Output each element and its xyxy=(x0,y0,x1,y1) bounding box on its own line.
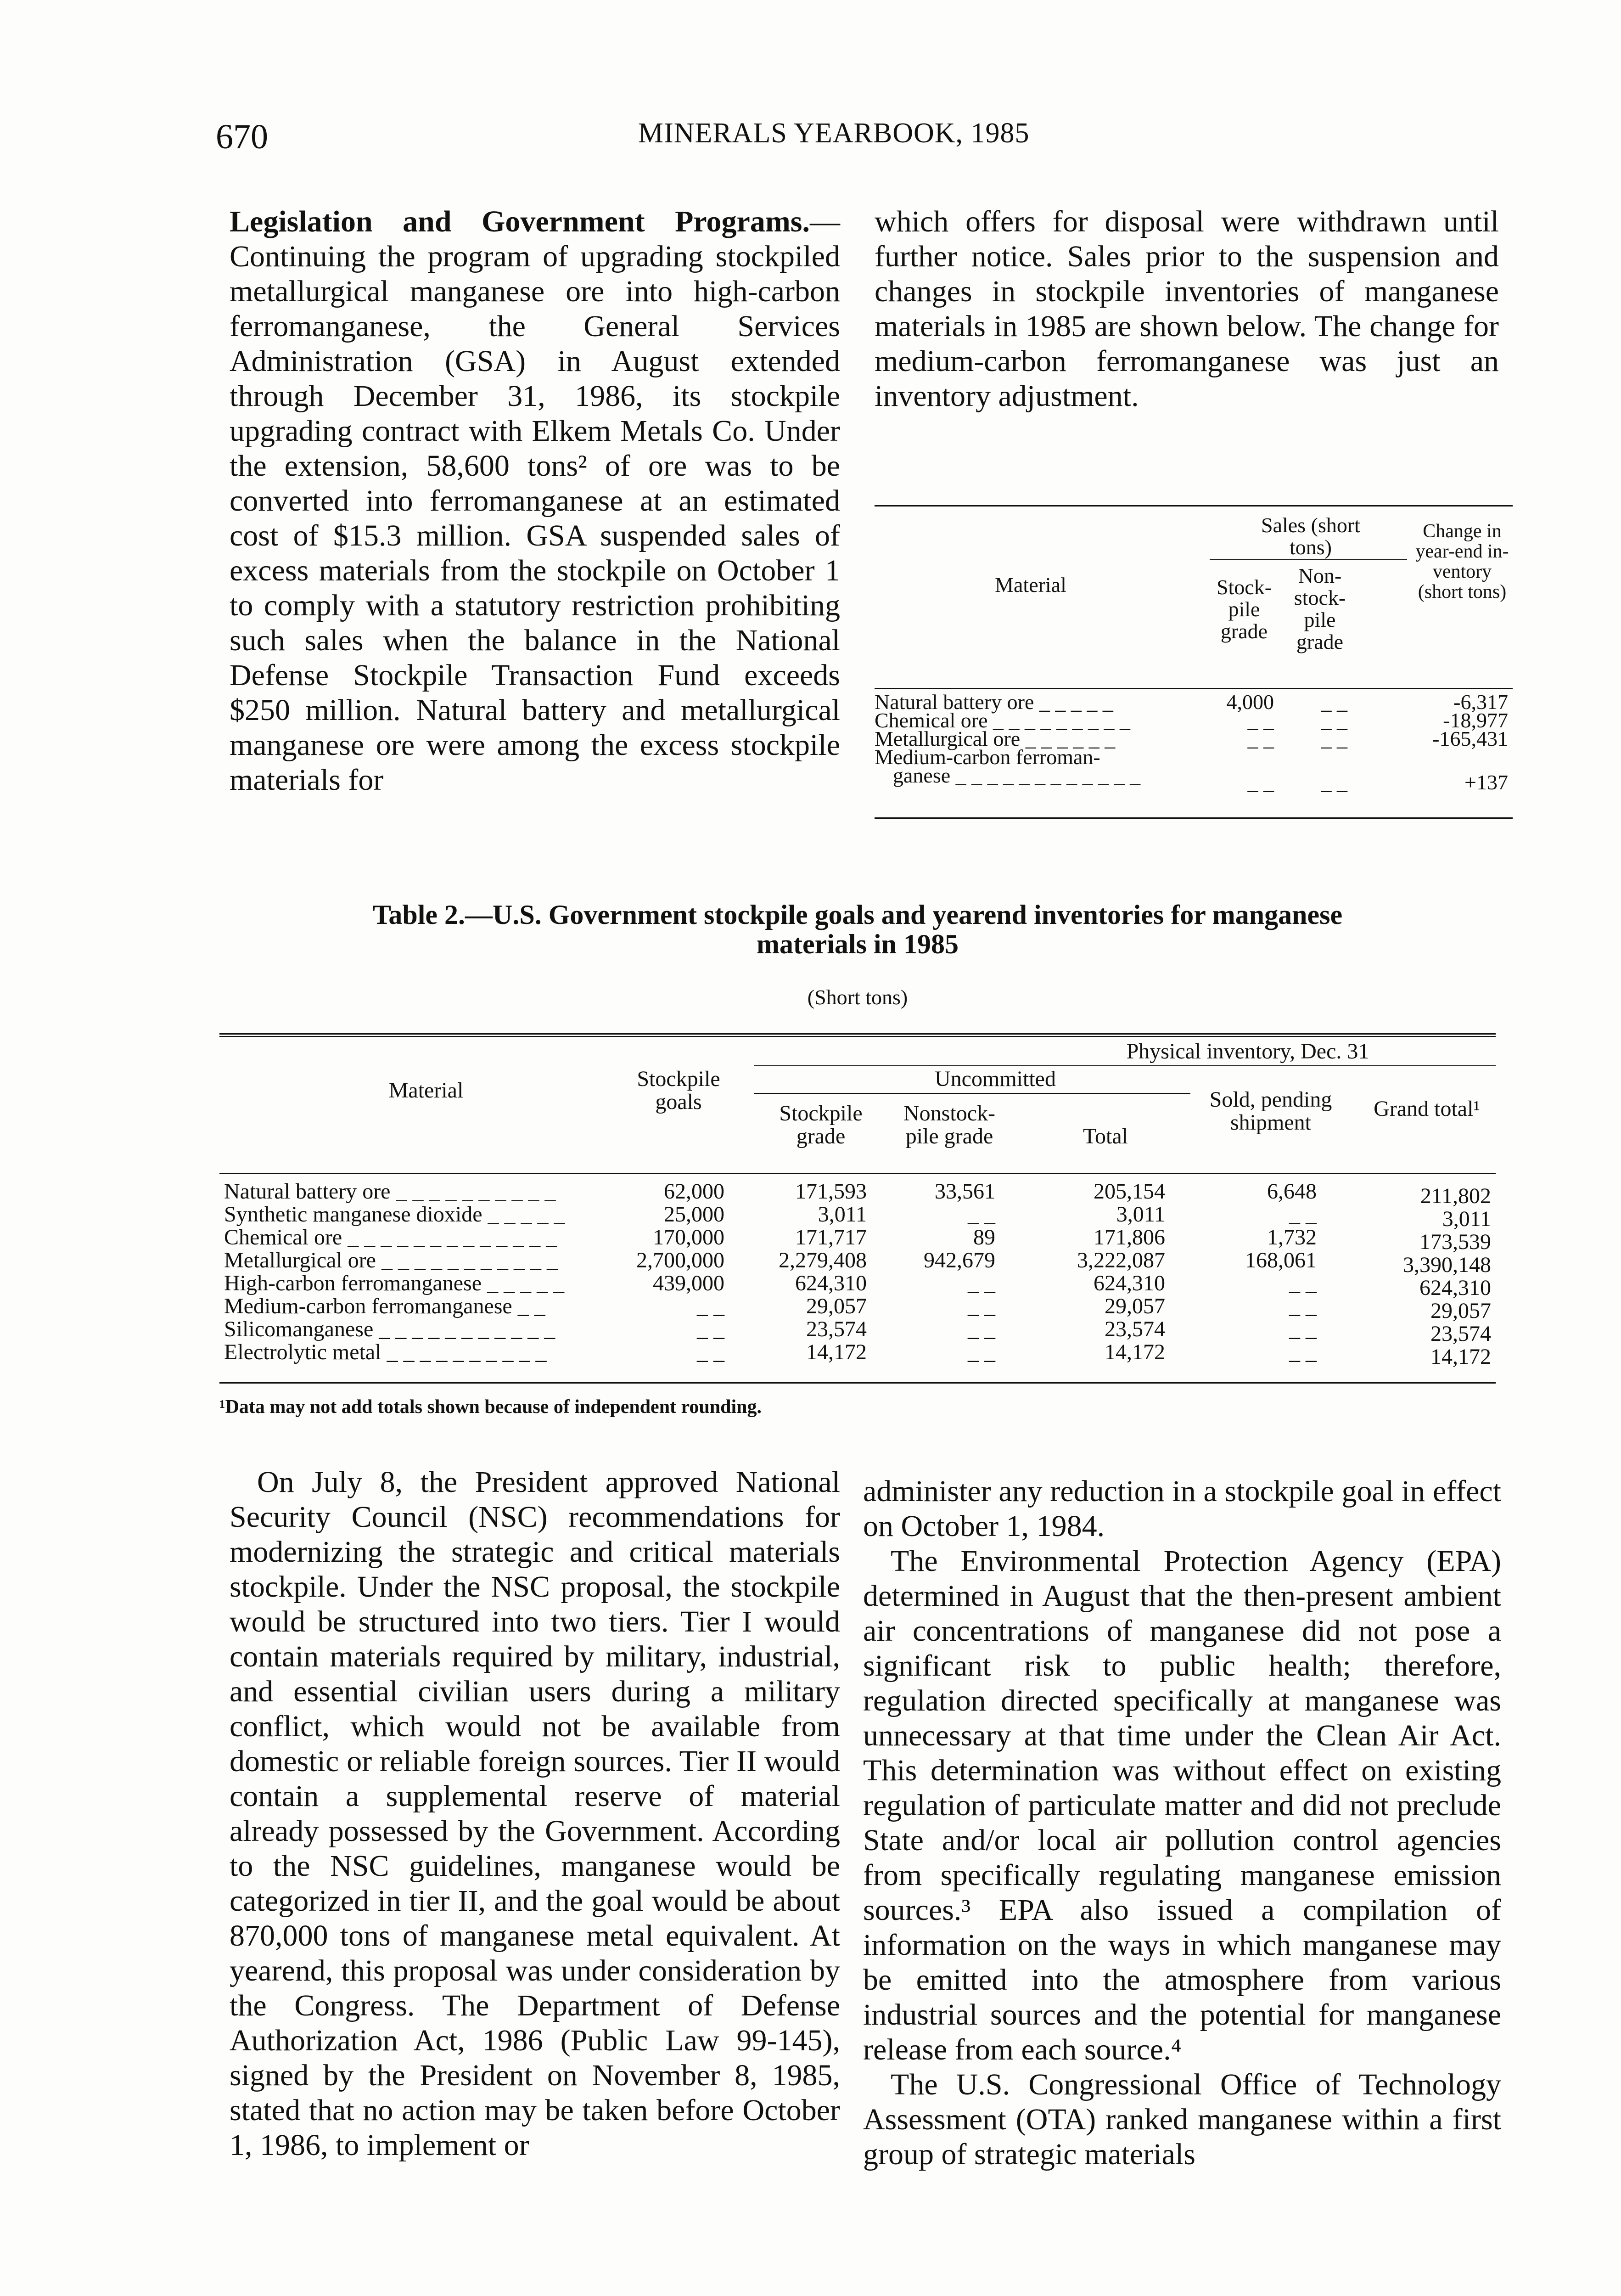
t2-row-goals: _ _ xyxy=(697,1294,724,1318)
table2-material-header: Material xyxy=(388,1078,464,1103)
t2-row-goals: 2,700,000 xyxy=(636,1248,724,1272)
sales-row-1-stockpile: 4,000 xyxy=(1226,690,1274,714)
change-header: Change in year-end in-ventory (short tons) xyxy=(1415,521,1509,602)
page-header xyxy=(216,117,1501,158)
t2-row-grand: 211,802 xyxy=(1420,1184,1491,1208)
t2-row-total: 29,057 xyxy=(1105,1294,1165,1318)
t2-row-total: 3,222,087 xyxy=(1077,1248,1165,1272)
t2-row-stockpile: 23,574 xyxy=(806,1317,867,1341)
sold-header: Sold, pending shipment xyxy=(1209,1087,1332,1135)
t2-row-sold: _ _ xyxy=(1289,1294,1317,1318)
col2-top-body: which offers for disposal were withdrawn until further notice. Sales prior to the suspension and changes in stockpile inventories of manganese materials in 1985 are shown below. The change for medium-carbon ferromanganese was just an inventory adjustment. xyxy=(875,205,1499,413)
goals-header: Stockpile goals xyxy=(637,1067,720,1114)
sales-row-1-nonstockpile: _ _ xyxy=(1321,690,1347,714)
t2-row-goals: _ _ xyxy=(697,1340,724,1364)
t2-row-nonstockpile: _ _ xyxy=(968,1271,995,1295)
t2-row-goals: 25,000 xyxy=(664,1202,724,1227)
t2-row-material: Chemical ore _ _ _ _ _ _ _ _ _ _ _ _ _ xyxy=(224,1225,557,1249)
nonstockpile-grade-header: Non-stock-pile grade xyxy=(1294,564,1346,653)
col2-bottom-para2: The Environmental Protection Agency (EPA) determined in August that the then-present ambient air concentrations of manganese did not pose a significant risk to public health; therefore, regulation directed specifically at manganese was unnecessary at that time under the Clean Air Act. This determination was without effect on existing regulation of particulate matter and did not preclude State and/or local air pollution control agencies from specifically regulating manganese emission sources.³ EPA also issued a compilation of information on the ways in which manganese may be emitted into the atmosphere from various industrial sources and the potential for manganese release from each source.⁴ xyxy=(863,1544,1501,2066)
t2-row-nonstockpile: _ _ xyxy=(968,1202,995,1227)
t2-row-sold: 6,648 xyxy=(1267,1179,1317,1204)
t2-row-nonstockpile: 89 xyxy=(973,1225,995,1249)
t2-row-goals: 170,000 xyxy=(653,1225,724,1249)
sales-row-2-change: -18,977 xyxy=(1443,709,1508,732)
col2-bottom-text xyxy=(863,1474,1501,2172)
t2-nonstockpile-grade-header: Nonstock-pile grade xyxy=(903,1101,995,1148)
col1-bottom-body: On July 8, the President approved National Security Council (NSC) recommendations for modernizing the strategic and critical materials stockpile. Under the NSC proposal, the stockpile would be structured into two tiers. Tier I would contain materials required by military, industrial, and essential civilian users during a military conflict, which would not be available from domestic or reliable foreign sources. Tier II would contain a supplemental reserve of material already possessed by the Government. According to the NSC guidelines, manganese would be categorized in tier II, and the goal would be about 870,000 tons of manganese metal equivalent. At yearend, this proposal was under consideration by the Congress. The Department of Defense Authorization Act, 1986 (Public Law 99-145), signed by the President on November 8, 1985, stated that no action may be taken before October 1, 1986, to implement or xyxy=(230,1465,840,2162)
table2-footnote: ¹Data may not add totals shown because of independent rounding. xyxy=(219,1396,762,1418)
col2-bottom-para3: The U.S. Congressional Office of Technology Assessment (OTA) ranked manganese within a first group of strategic materials xyxy=(863,2068,1501,2171)
t2-row-material: Natural battery ore _ _ _ _ _ _ _ _ _ _ xyxy=(224,1179,556,1204)
sales-row-1-material: Natural battery ore _ _ _ _ _ xyxy=(875,690,1113,714)
t2-row-grand: 624,310 xyxy=(1419,1276,1491,1300)
t2-total-header: Total xyxy=(1083,1124,1128,1148)
col1-top-body: —Continuing the program of upgrading stockpiled metallurgical manganese ore into high-carbon ferromanganese, the General Services Administration (GSA) in August extended through December 31, 1986, its stockpile upgrading contract with Elkem Metals Co. Under the extension, 58,600 tons² of ore was to be converted into ferromanganese at an estimated cost of $15.3 million. GSA suspended sales of excess materials from the stockpile on October 1 to comply with a statutory restriction prohibiting such sales when the balance in the National Defense Stockpile Transaction Fund exceeds $250 million. Natural battery and metallurgical manganese ore were among the excess stockpile materials for xyxy=(230,205,840,797)
t2-row-sold: _ _ xyxy=(1289,1271,1317,1295)
sales-row-2-stockpile: _ _ xyxy=(1247,709,1274,732)
table2-title-line2: materials in 1985 xyxy=(757,929,959,959)
t2-row-total: 205,154 xyxy=(1094,1179,1165,1204)
col1-bottom-text xyxy=(230,1465,840,2163)
t2-row-total: 624,310 xyxy=(1094,1271,1165,1295)
stockpile-grade-header: Stock-pile grade xyxy=(1216,575,1272,643)
t2-row-grand: 173,539 xyxy=(1419,1230,1491,1254)
page-number: 670 xyxy=(216,118,268,156)
uncommitted-header: Uncommitted xyxy=(935,1067,1056,1091)
t2-row-total: 23,574 xyxy=(1105,1317,1165,1341)
t2-row-grand: 14,172 xyxy=(1430,1345,1491,1369)
t2-row-stockpile: 3,011 xyxy=(818,1202,867,1227)
table2-title-line1: Table 2.—U.S. Government stockpile goals and yearend inventories for manganese xyxy=(372,900,1343,930)
sales-row-3-change: -165,431 xyxy=(1432,727,1508,750)
sales-row-5-nonstockpile: _ _ xyxy=(1321,771,1347,794)
t2-row-grand: 29,057 xyxy=(1430,1299,1491,1323)
t2-row-material: Synthetic manganese dioxide _ _ _ _ _ xyxy=(224,1202,565,1227)
t2-row-nonstockpile: 942,679 xyxy=(924,1248,995,1272)
t2-row-nonstockpile: 33,561 xyxy=(935,1179,995,1204)
sales-row-2-nonstockpile: _ _ xyxy=(1321,709,1347,732)
t2-row-total: 3,011 xyxy=(1116,1202,1165,1227)
t2-row-material: Silicomanganese _ _ _ _ _ _ _ _ _ _ _ xyxy=(224,1317,555,1341)
t2-row-grand: 3,011 xyxy=(1442,1207,1491,1231)
t2-row-sold: _ _ xyxy=(1289,1317,1317,1341)
t2-row-stockpile: 171,593 xyxy=(795,1179,867,1204)
t2-row-goals: 439,000 xyxy=(653,1271,724,1295)
t2-row-stockpile: 2,279,408 xyxy=(779,1248,867,1272)
t2-stockpile-grade-header: Stockpile grade xyxy=(779,1101,863,1148)
t2-row-material: Metallurgical ore _ _ _ _ _ _ _ _ _ _ _ xyxy=(224,1248,558,1272)
sales-row-3-stockpile: _ _ xyxy=(1247,727,1274,750)
t2-row-nonstockpile: _ _ xyxy=(968,1294,995,1318)
sales-row-3-material: Metallurgical ore _ _ _ _ _ _ xyxy=(875,727,1116,750)
sales-row-1-change: -6,317 xyxy=(1453,690,1508,714)
t2-row-total: 171,806 xyxy=(1094,1225,1165,1249)
sales-row-3-nonstockpile: _ _ xyxy=(1321,727,1347,750)
sales-row-2-material: Chemical ore _ _ _ _ _ _ _ _ _ xyxy=(875,709,1131,732)
running-head: MINERALS YEARBOOK, 1985 xyxy=(638,118,1030,149)
sales-row-4-material: Medium-carbon ferroman- xyxy=(875,745,1100,769)
grand-total-header: Grand total¹ xyxy=(1374,1097,1480,1121)
sales-row-5-change: +137 xyxy=(1464,771,1508,794)
t2-row-sold: _ _ xyxy=(1289,1340,1317,1364)
t2-row-stockpile: 171,717 xyxy=(795,1225,867,1249)
sales-header: Sales (short tons) xyxy=(1261,513,1360,559)
t2-row-goals: _ _ xyxy=(697,1317,724,1341)
physical-inventory-header: Physical inventory, Dec. 31 xyxy=(1126,1039,1369,1064)
sales-row-5-material: ganese _ _ _ _ _ _ _ _ _ _ _ _ xyxy=(893,764,1141,787)
t2-row-sold: 168,061 xyxy=(1245,1248,1317,1272)
table2-subtitle: (Short tons) xyxy=(807,985,908,1009)
t2-row-nonstockpile: _ _ xyxy=(968,1340,995,1364)
t2-row-grand: 3,390,148 xyxy=(1403,1253,1491,1277)
t2-row-stockpile: 624,310 xyxy=(795,1271,867,1295)
material-header: Material xyxy=(995,573,1066,597)
t2-row-nonstockpile: _ _ xyxy=(968,1317,995,1341)
col1-top-text xyxy=(230,204,840,798)
t2-row-grand: 23,574 xyxy=(1430,1322,1491,1346)
t2-row-stockpile: 29,057 xyxy=(806,1294,867,1318)
section-heading: Legislation and Government Programs. xyxy=(230,205,810,238)
col2-bottom-para1: administer any reduction in a stockpile goal in effect on October 1, 1984. xyxy=(863,1474,1501,1543)
t2-row-sold: 1,732 xyxy=(1267,1225,1317,1249)
t2-row-material: Medium-carbon ferromanganese _ _ xyxy=(224,1294,545,1318)
t2-row-goals: 62,000 xyxy=(664,1179,724,1204)
t2-row-total: 14,172 xyxy=(1105,1340,1165,1364)
col2-top-text xyxy=(875,204,1499,414)
t2-row-material: Electrolytic metal _ _ _ _ _ _ _ _ _ _ xyxy=(224,1340,547,1364)
sales-row-5-stockpile: _ _ xyxy=(1247,771,1274,794)
t2-row-stockpile: 14,172 xyxy=(806,1340,867,1364)
t2-row-material: High-carbon ferromanganese _ _ _ _ _ xyxy=(224,1271,565,1295)
t2-row-sold: _ _ xyxy=(1289,1202,1317,1227)
